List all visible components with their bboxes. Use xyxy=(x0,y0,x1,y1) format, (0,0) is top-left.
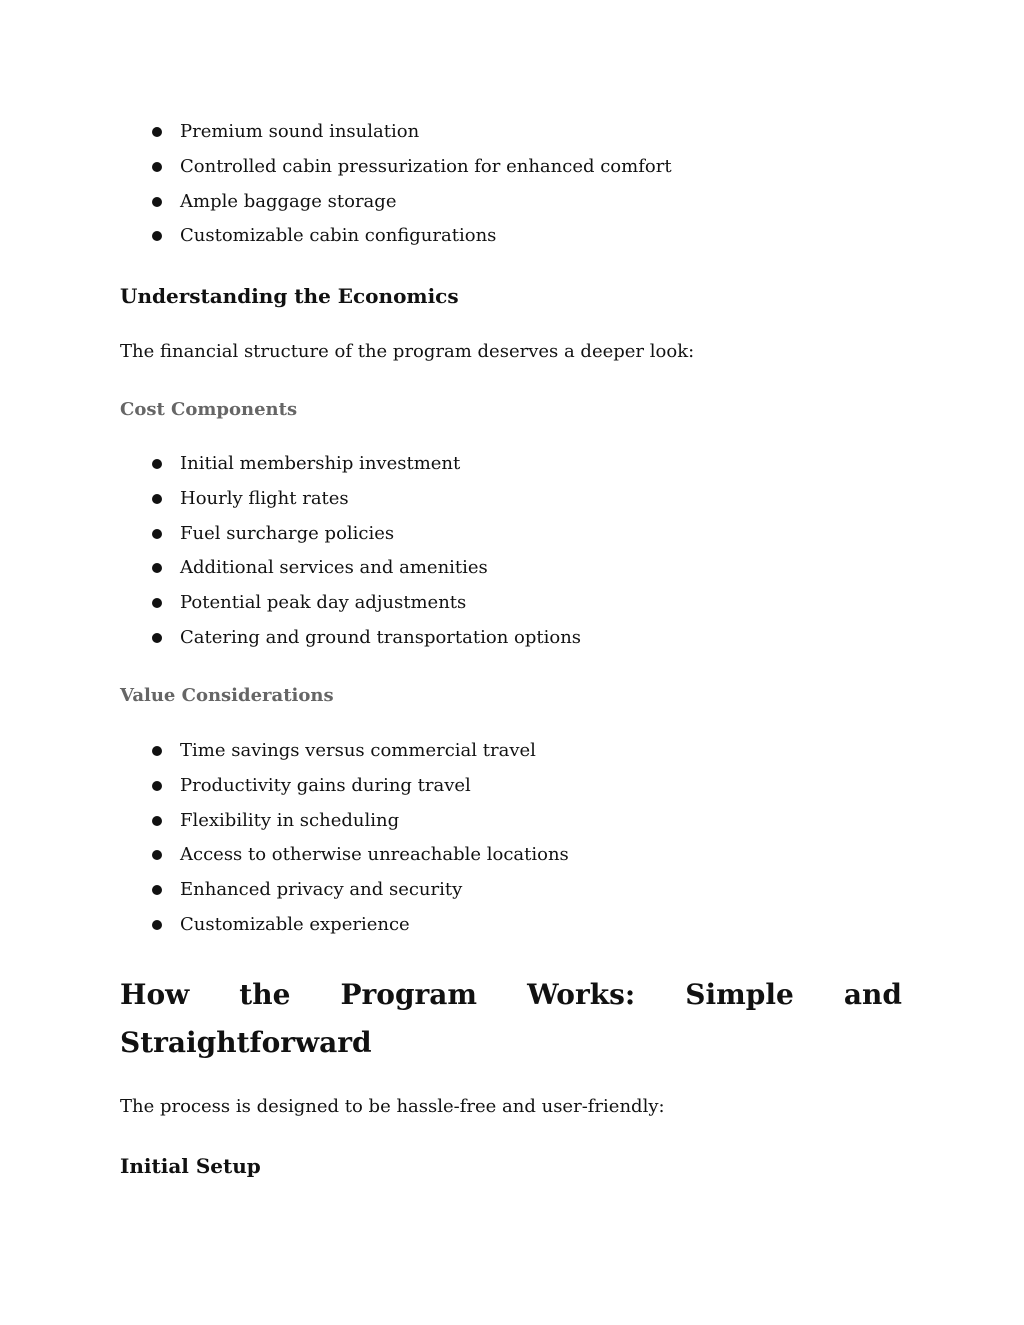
economics-heading: Understanding the Economics xyxy=(120,284,459,308)
list-item: Fuel surcharge policies xyxy=(120,522,902,557)
heading-word: the xyxy=(239,978,291,1011)
bullet-icon xyxy=(152,885,162,895)
list-item: Enhanced privacy and security xyxy=(120,878,902,913)
heading-word: and xyxy=(843,978,902,1011)
list-item: Ample baggage storage xyxy=(120,190,902,225)
bullet-icon xyxy=(152,920,162,930)
bullet-icon xyxy=(152,162,162,172)
list-item: Customizable cabin configurations xyxy=(120,224,902,259)
bullet-icon xyxy=(152,197,162,207)
heading-word: Works: xyxy=(527,978,636,1011)
list-item: Access to otherwise unreachable locations xyxy=(120,843,902,878)
list-item: Catering and ground transportation options xyxy=(120,626,902,661)
bullet-icon xyxy=(152,850,162,860)
bullet-icon xyxy=(152,598,162,608)
heading-word: Simple xyxy=(685,978,794,1011)
cost-components-heading: Cost Components xyxy=(120,399,298,420)
heading-word: Program xyxy=(340,978,478,1011)
list-item: Customizable experience xyxy=(120,913,902,948)
how-it-works-intro: The process is designed to be hassle-free and user-friendly: xyxy=(120,1096,665,1117)
bullet-icon xyxy=(152,563,162,573)
initial-setup-heading: Initial Setup xyxy=(120,1154,261,1178)
list-item: Potential peak day adjustments xyxy=(120,591,902,626)
list-item: Initial membership investment xyxy=(120,452,902,487)
value-considerations-list xyxy=(120,739,902,948)
bullet-icon xyxy=(152,494,162,504)
list-item: Hourly flight rates xyxy=(120,487,902,522)
heading-line-2 xyxy=(120,1019,902,1067)
heading-word: How xyxy=(120,978,190,1011)
bullet-icon xyxy=(152,633,162,643)
document-page xyxy=(120,0,902,1325)
features-list xyxy=(120,120,902,259)
cost-components-list xyxy=(120,452,902,661)
list-item: Flexibility in scheduling xyxy=(120,809,902,844)
list-item: Additional services and amenities xyxy=(120,556,902,591)
how-it-works-heading xyxy=(120,971,902,1067)
bullet-icon xyxy=(152,459,162,469)
economics-intro: The financial structure of the program deserves a deeper look: xyxy=(120,341,695,362)
bullet-icon xyxy=(152,816,162,826)
list-item: Controlled cabin pressurization for enhanced comfort xyxy=(120,155,902,190)
list-item: Premium sound insulation xyxy=(120,120,902,155)
bullet-icon xyxy=(152,781,162,791)
bullet-icon xyxy=(152,127,162,137)
heading-word: Straightforward xyxy=(120,1026,372,1059)
bullet-icon xyxy=(152,529,162,539)
bullet-icon xyxy=(152,746,162,756)
value-considerations-heading: Value Considerations xyxy=(120,685,334,706)
list-item: Productivity gains during travel xyxy=(120,774,902,809)
heading-line-1 xyxy=(120,971,902,1019)
list-item: Time savings versus commercial travel xyxy=(120,739,902,774)
bullet-icon xyxy=(152,231,162,241)
